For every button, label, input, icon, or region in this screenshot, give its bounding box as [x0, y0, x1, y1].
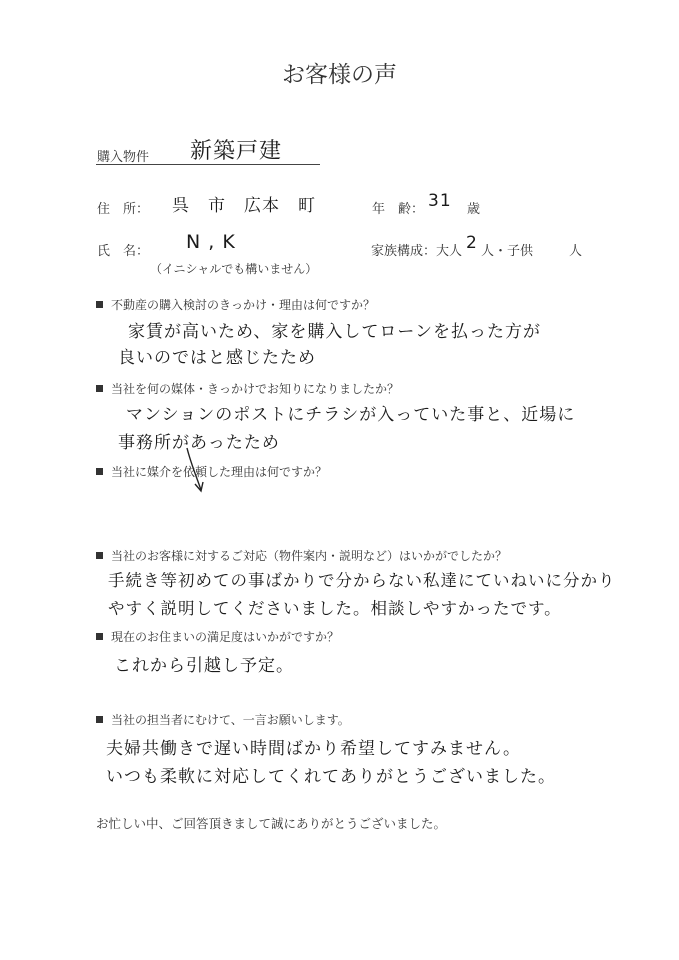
- property-underline: [96, 164, 320, 165]
- question-4-text: 当社のお客様に対するご対応（物件案内・説明など）はいかがでしたか？: [111, 549, 508, 563]
- family-adults-unit: 人・子供: [481, 244, 534, 259]
- address-label: 住 所：: [97, 202, 150, 217]
- closing-message: お忙しい中、ご回答頂きまして誠にありがとうございました。: [96, 816, 447, 831]
- family-adults: 2: [466, 233, 478, 253]
- answer-4-line-1: 手続き等初めての事ばかりで分からない私達にていねいに分かり: [108, 571, 616, 590]
- name-note: （イニシャルでも構いません）: [150, 262, 318, 276]
- question-1-text: 不動産の購入検討のきっかけ・理由は何ですか？: [111, 298, 376, 312]
- answer-6-line-2: いつも柔軟に対応してくれてありがとうございました。: [106, 767, 556, 787]
- question-1: [96, 296, 375, 313]
- question-2: [96, 380, 399, 397]
- age-value: 31: [428, 191, 452, 211]
- bullet-square-icon: [96, 468, 103, 475]
- question-4: [96, 547, 507, 564]
- bullet-square-icon: [96, 301, 103, 308]
- bullet-square-icon: [96, 716, 103, 723]
- family-children-unit: 人: [569, 244, 583, 259]
- age-unit: 歳: [467, 202, 481, 217]
- answer-2-line-2: 事務所があったため: [118, 433, 280, 453]
- bullet-square-icon: [96, 552, 103, 559]
- question-5: [96, 628, 339, 645]
- answer-4-line-2: やすく説明してくださいました。相談しやすかったです。: [108, 599, 562, 618]
- bullet-square-icon: [96, 385, 103, 392]
- name-value: N , K: [186, 231, 236, 253]
- address-value: 呉 市 広本 町: [172, 196, 316, 216]
- answer-5-line-1: これから引越し予定。: [114, 656, 294, 676]
- question-3-text: 当社に媒介を依頼した理由は何ですか？: [111, 465, 328, 479]
- answer-6-line-1: 夫婦共働きで遅い時間ばかり希望してすみません。: [106, 739, 522, 759]
- bullet-square-icon: [96, 633, 103, 640]
- age-label: 年 齢：: [372, 202, 425, 217]
- question-6: [96, 711, 350, 728]
- page-title: お客様の声: [282, 62, 397, 88]
- family-label: 家族構成：大人: [371, 244, 463, 259]
- question-6-text: 当社の担当者にむけて、一言お願いします。: [111, 713, 350, 727]
- property-value: 新築戸建: [190, 139, 283, 164]
- question-2-text: 当社を何の媒体・きっかけでお知りになりましたか？: [111, 382, 400, 396]
- answer-1-line-2: 良いのではと感じたため: [118, 348, 316, 368]
- answer-1-line-1: 家賃が高いため、家を購入してローンを払った方が: [128, 322, 541, 342]
- name-label: 氏 名：: [97, 244, 150, 259]
- question-5-text: 現在のお住まいの満足度はいかがですか？: [111, 630, 340, 644]
- answer-2-line-1: マンションのポストにチラシが入っていた事と、近場に: [126, 405, 576, 425]
- question-3: [96, 463, 327, 480]
- property-label: 購入物件: [97, 150, 150, 165]
